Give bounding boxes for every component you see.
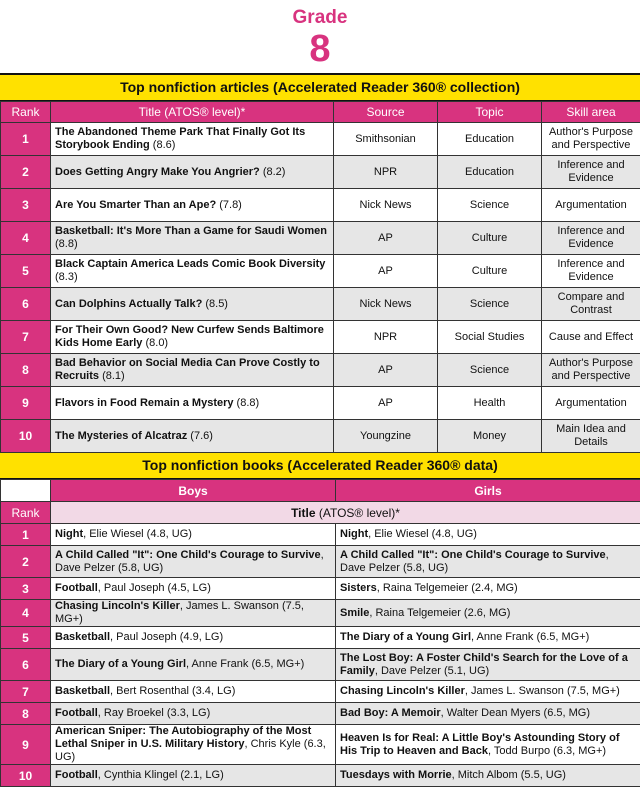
article-skill: Inference and Evidence bbox=[542, 255, 640, 288]
article-topic: Education bbox=[438, 123, 542, 156]
grade-number: 8 bbox=[0, 28, 640, 70]
article-title: For Their Own Good? New Curfew Sends Baltimore Kids Home Early bbox=[55, 324, 324, 349]
boys-book bbox=[51, 703, 336, 725]
boys-book-info: , Anne Frank (6.5, MG+) bbox=[186, 658, 304, 670]
article-source: Youngzine bbox=[334, 420, 438, 453]
boys-book-title: Football bbox=[55, 707, 98, 719]
boys-book bbox=[51, 627, 336, 649]
grade-label: Grade bbox=[0, 0, 640, 28]
article-source: Nick News bbox=[334, 189, 438, 222]
girls-book-info: , Walter Dean Myers (6.5, MG) bbox=[441, 707, 590, 719]
book-row bbox=[1, 765, 640, 787]
boys-book-info: , Paul Joseph (4.5, LG) bbox=[98, 582, 211, 594]
article-level: (8.8) bbox=[55, 238, 78, 250]
books-corner bbox=[1, 480, 51, 502]
article-title-cell bbox=[51, 255, 334, 288]
boys-book-title: Basketball bbox=[55, 685, 110, 697]
article-title: Black Captain America Leads Comic Book Diversity bbox=[55, 258, 325, 270]
article-row bbox=[1, 288, 640, 321]
article-row bbox=[1, 420, 640, 453]
article-topic: Science bbox=[438, 354, 542, 387]
article-title-cell bbox=[51, 288, 334, 321]
articles-section-title: Top nonfiction articles (Accelerated Reader 360® collection) bbox=[0, 75, 640, 101]
article-row bbox=[1, 255, 640, 288]
boys-book bbox=[51, 765, 336, 787]
boys-book-title: American Sniper: The Autobiography of the Most Lethal Sniper in U.S. Military History bbox=[55, 725, 311, 750]
books-section-title: Top nonfiction books (Accelerated Reader 360® data) bbox=[0, 453, 640, 479]
col-skill: Skill area bbox=[542, 102, 640, 123]
girls-book-title: Bad Boy: A Memoir bbox=[340, 707, 441, 719]
article-level: (7.8) bbox=[216, 199, 242, 211]
boys-book-title: Night bbox=[55, 528, 83, 540]
girls-book-title: The Diary of a Young Girl bbox=[340, 631, 471, 643]
boys-book bbox=[51, 649, 336, 681]
girls-book-title: Smile bbox=[340, 607, 369, 619]
article-title: The Abandoned Theme Park That Finally Got Its Storybook Ending bbox=[55, 126, 305, 151]
boys-book-title: Chasing Lincoln's Killer bbox=[55, 600, 180, 612]
article-topic: Money bbox=[438, 420, 542, 453]
article-title-cell bbox=[51, 123, 334, 156]
book-rank: 7 bbox=[1, 681, 51, 703]
book-row bbox=[1, 649, 640, 681]
article-skill: Author's Purpose and Perspective bbox=[542, 354, 640, 387]
article-rank: 1 bbox=[1, 123, 51, 156]
article-row bbox=[1, 156, 640, 189]
boys-book bbox=[51, 546, 336, 578]
article-skill: Argumentation bbox=[542, 387, 640, 420]
girls-book-info: , Raina Telgemeier (2.6, MG) bbox=[369, 607, 510, 619]
girls-book-info: , Dave Pelzer (5.1, UG) bbox=[375, 665, 489, 677]
girls-book-info: , James L. Swanson (7.5, MG+) bbox=[465, 685, 620, 697]
book-row bbox=[1, 546, 640, 578]
article-source: AP bbox=[334, 255, 438, 288]
article-source: NPR bbox=[334, 321, 438, 354]
books-title-suffix: (ATOS® level)* bbox=[316, 506, 400, 520]
boys-book-title: The Diary of a Young Girl bbox=[55, 658, 186, 670]
boys-book-info: , James L. Swanson (7.5, MG+) bbox=[55, 600, 304, 625]
article-topic: Culture bbox=[438, 255, 542, 288]
article-title-cell bbox=[51, 189, 334, 222]
boys-book-title: Football bbox=[55, 582, 98, 594]
books-title-text: Title bbox=[291, 506, 315, 520]
girls-book bbox=[336, 524, 640, 546]
boys-book-title: A Child Called "It": One Child's Courage to Survive bbox=[55, 549, 321, 561]
article-title-cell bbox=[51, 156, 334, 189]
article-rank: 2 bbox=[1, 156, 51, 189]
article-level: (7.6) bbox=[187, 430, 213, 442]
boys-book-info: , Paul Joseph (4.9, LG) bbox=[110, 631, 223, 643]
boys-book-info: , Bert Rosenthal (3.4, LG) bbox=[110, 685, 235, 697]
girls-book-info: , Todd Burpo (6.3, MG+) bbox=[488, 745, 606, 757]
girls-book-title: Heaven Is for Real: A Little Boy's Astounding Story of His Trip to Heaven and Back bbox=[340, 732, 619, 757]
article-title-cell bbox=[51, 420, 334, 453]
article-title: The Mysteries of Alcatraz bbox=[55, 430, 187, 442]
book-row bbox=[1, 681, 640, 703]
boys-book-info: , Cynthia Klingel (2.1, LG) bbox=[98, 769, 224, 781]
book-rank: 4 bbox=[1, 600, 51, 627]
girls-book bbox=[336, 649, 640, 681]
book-rank: 5 bbox=[1, 627, 51, 649]
article-level: (8.0) bbox=[142, 337, 168, 349]
article-rank: 10 bbox=[1, 420, 51, 453]
article-rank: 8 bbox=[1, 354, 51, 387]
article-topic: Science bbox=[438, 189, 542, 222]
col-title-suffix: (ATOS® level)* bbox=[161, 105, 245, 119]
article-title-cell bbox=[51, 387, 334, 420]
boys-book-info: , Chris Kyle (6.3, UG) bbox=[55, 738, 326, 763]
book-row bbox=[1, 524, 640, 546]
article-rank: 7 bbox=[1, 321, 51, 354]
girls-book bbox=[336, 725, 640, 765]
article-title: Flavors in Food Remain a Mystery bbox=[55, 397, 234, 409]
article-source: Nick News bbox=[334, 288, 438, 321]
col-topic: Topic bbox=[438, 102, 542, 123]
girls-book-title: Night bbox=[340, 528, 368, 540]
girls-book-title: Sisters bbox=[340, 582, 377, 594]
article-rank: 4 bbox=[1, 222, 51, 255]
article-level: (8.2) bbox=[260, 166, 286, 178]
boys-book-title: Basketball bbox=[55, 631, 110, 643]
boys-book bbox=[51, 600, 336, 627]
article-title: Can Dolphins Actually Talk? bbox=[55, 298, 202, 310]
book-row bbox=[1, 600, 640, 627]
article-skill: Argumentation bbox=[542, 189, 640, 222]
girls-book-info: , Elie Wiesel (4.8, UG) bbox=[368, 528, 477, 540]
book-rank: 1 bbox=[1, 524, 51, 546]
girls-book bbox=[336, 600, 640, 627]
girls-book-title: Chasing Lincoln's Killer bbox=[340, 685, 465, 697]
book-rank: 8 bbox=[1, 703, 51, 725]
article-source: AP bbox=[334, 354, 438, 387]
boys-label: Boys bbox=[51, 480, 336, 502]
books-table bbox=[0, 479, 640, 787]
boys-book bbox=[51, 578, 336, 600]
article-level: (8.1) bbox=[99, 370, 125, 382]
book-rank: 3 bbox=[1, 578, 51, 600]
article-title-cell bbox=[51, 321, 334, 354]
books-rank-label: Rank bbox=[1, 502, 51, 524]
article-topic: Health bbox=[438, 387, 542, 420]
article-skill: Compare and Contrast bbox=[542, 288, 640, 321]
girls-label: Girls bbox=[336, 480, 640, 502]
article-source: Smithsonian bbox=[334, 123, 438, 156]
article-level: (8.3) bbox=[55, 271, 78, 283]
article-level: (8.5) bbox=[202, 298, 228, 310]
col-title-label: Title bbox=[139, 105, 161, 119]
girls-book-info: , Mitch Albom (5.5, UG) bbox=[452, 769, 566, 781]
boys-book-info: , Dave Pelzer (5.8, UG) bbox=[55, 549, 324, 574]
article-row bbox=[1, 123, 640, 156]
article-rank: 3 bbox=[1, 189, 51, 222]
book-rank: 2 bbox=[1, 546, 51, 578]
article-skill: Main Idea and Details bbox=[542, 420, 640, 453]
article-title: Does Getting Angry Make You Angrier? bbox=[55, 166, 260, 178]
book-rank: 10 bbox=[1, 765, 51, 787]
article-source: AP bbox=[334, 222, 438, 255]
book-rank: 6 bbox=[1, 649, 51, 681]
girls-book bbox=[336, 627, 640, 649]
grade-header bbox=[0, 0, 640, 75]
article-topic: Science bbox=[438, 288, 542, 321]
boys-book bbox=[51, 681, 336, 703]
boys-book-info: , Elie Wiesel (4.8, UG) bbox=[83, 528, 192, 540]
article-topic: Social Studies bbox=[438, 321, 542, 354]
article-row bbox=[1, 354, 640, 387]
article-skill: Author's Purpose and Perspective bbox=[542, 123, 640, 156]
article-title-cell bbox=[51, 222, 334, 255]
article-topic: Culture bbox=[438, 222, 542, 255]
article-skill: Inference and Evidence bbox=[542, 222, 640, 255]
article-row bbox=[1, 321, 640, 354]
book-row bbox=[1, 627, 640, 649]
girls-book bbox=[336, 578, 640, 600]
girls-book bbox=[336, 765, 640, 787]
article-title: Basketball: It's More Than a Game for Saudi Women bbox=[55, 225, 327, 237]
article-title: Are You Smarter Than an Ape? bbox=[55, 199, 216, 211]
girls-book bbox=[336, 546, 640, 578]
article-source: NPR bbox=[334, 156, 438, 189]
article-row bbox=[1, 387, 640, 420]
boys-book-title: Football bbox=[55, 769, 98, 781]
book-rank: 9 bbox=[1, 725, 51, 765]
boys-book-info: , Ray Broekel (3.3, LG) bbox=[98, 707, 211, 719]
girls-book bbox=[336, 703, 640, 725]
girls-book-info: , Raina Telgemeier (2.4, MG) bbox=[377, 582, 518, 594]
article-rank: 5 bbox=[1, 255, 51, 288]
articles-table bbox=[0, 101, 640, 453]
article-title-cell bbox=[51, 354, 334, 387]
girls-book bbox=[336, 681, 640, 703]
boys-book bbox=[51, 725, 336, 765]
girls-book-info: , Anne Frank (6.5, MG+) bbox=[471, 631, 589, 643]
book-row bbox=[1, 703, 640, 725]
col-rank: Rank bbox=[1, 102, 51, 123]
books-title-label bbox=[51, 502, 640, 524]
girls-book-title: The Lost Boy: A Foster Child's Search for the Love of a Family bbox=[340, 652, 628, 677]
article-skill: Cause and Effect bbox=[542, 321, 640, 354]
article-level: (8.8) bbox=[234, 397, 260, 409]
article-rank: 6 bbox=[1, 288, 51, 321]
article-rank: 9 bbox=[1, 387, 51, 420]
article-title: Bad Behavior on Social Media Can Prove Costly to Recruits bbox=[55, 357, 320, 382]
article-topic: Education bbox=[438, 156, 542, 189]
article-level: (8.6) bbox=[150, 139, 176, 151]
col-source: Source bbox=[334, 102, 438, 123]
book-row bbox=[1, 578, 640, 600]
col-title bbox=[51, 102, 334, 123]
girls-book-title: Tuesdays with Morrie bbox=[340, 769, 452, 781]
girls-book-title: A Child Called "It": One Child's Courage to Survive bbox=[340, 549, 606, 561]
article-row bbox=[1, 189, 640, 222]
article-source: AP bbox=[334, 387, 438, 420]
book-row bbox=[1, 725, 640, 765]
girls-book-info: , Dave Pelzer (5.8, UG) bbox=[340, 549, 609, 574]
article-row bbox=[1, 222, 640, 255]
boys-book bbox=[51, 524, 336, 546]
article-skill: Inference and Evidence bbox=[542, 156, 640, 189]
